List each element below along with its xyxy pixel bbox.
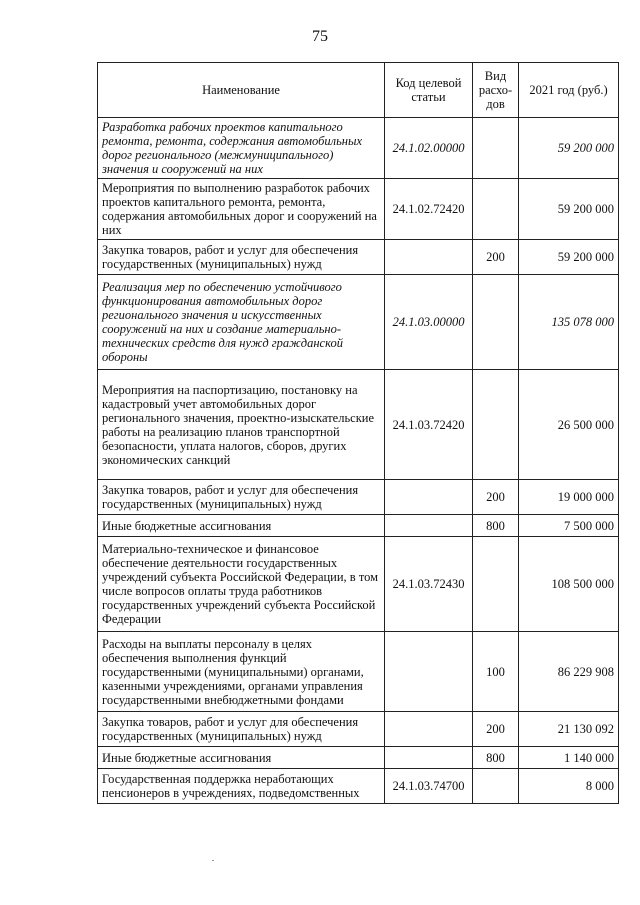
row-kind [473,370,519,480]
header-amount: 2021 год (руб.) [519,63,619,118]
page-number: 75 [312,28,328,45]
row-amount: 108 500 000 [519,537,619,632]
table-row [98,747,619,769]
row-code: 24.1.02.72420 [385,179,473,240]
row-kind: 100 [473,632,519,712]
row-kind [473,118,519,179]
row-kind [473,275,519,370]
row-name: Расходы на выплаты персоналу в целях обеспечения выполнения функций государственными (муниципальными) органами, казенными учреждениями, органами управления государственными внебюджетными фондами [98,632,385,712]
row-code [385,240,473,275]
row-code [385,712,473,747]
row-code: 24.1.03.74700 [385,769,473,804]
row-amount: 19 000 000 [519,480,619,515]
row-amount: 8 000 [519,769,619,804]
row-kind: 200 [473,480,519,515]
row-name: Разработка рабочих проектов капитального ремонта, ремонта, содержания автомобильных дорог регионального (межмуниципального) значения и сооружений на них [98,118,385,179]
row-name: Закупка товаров, работ и услуг для обеспечения государственных (муниципальных) нужд [98,712,385,747]
table-row [98,632,619,712]
table-row [98,515,619,537]
budget-table [97,62,619,804]
row-kind: 800 [473,747,519,769]
row-name: Материально-техническое и финансовое обеспечение деятельности государственных учреждений субъекта Российской Федерации, в том числе вопросов оплаты труда работников государственных учреждений субъекта Российской Федерации [98,537,385,632]
row-name: Государственная поддержка неработающих пенсионеров в учреждениях, подведомственных [98,769,385,804]
table-row [98,275,619,370]
row-name: Мероприятия на паспортизацию, постановку на кадастровый учет автомобильных дорог регионального значения, проектно-изыскательские работы на реализацию планов транспортной безопасности, уплата налогов, сборов, других экономических санкций [98,370,385,480]
row-name: Иные бюджетные ассигнования [98,747,385,769]
row-name: Закупка товаров, работ и услуг для обеспечения государственных (муниципальных) нужд [98,480,385,515]
row-kind [473,537,519,632]
row-code: 24.1.03.72420 [385,370,473,480]
row-kind: 200 [473,240,519,275]
table-row [98,240,619,275]
row-amount: 26 500 000 [519,370,619,480]
row-code [385,515,473,537]
row-amount: 1 140 000 [519,747,619,769]
table-header-row [98,63,619,118]
row-amount: 59 200 000 [519,118,619,179]
row-name: Иные бюджетные ассигнования [98,515,385,537]
row-code: 24.1.02.00000 [385,118,473,179]
row-kind: 200 [473,712,519,747]
header-code: Код целевой статьи [385,63,473,118]
row-amount: 86 229 908 [519,632,619,712]
header-name: Наименование [98,63,385,118]
table-row [98,179,619,240]
row-code [385,747,473,769]
header-kind: Вид расхо-дов [473,63,519,118]
row-kind [473,179,519,240]
row-amount: 59 200 000 [519,240,619,275]
scan-speck [212,860,214,861]
row-kind [473,769,519,804]
table-row [98,118,619,179]
row-name: Закупка товаров, работ и услуг для обеспечения государственных (муниципальных) нужд [98,240,385,275]
table-row [98,537,619,632]
row-code: 24.1.03.72430 [385,537,473,632]
table-row [98,712,619,747]
row-amount: 21 130 092 [519,712,619,747]
row-code [385,632,473,712]
table-row [98,769,619,804]
row-code: 24.1.03.00000 [385,275,473,370]
row-code [385,480,473,515]
table-row [98,480,619,515]
row-kind: 800 [473,515,519,537]
row-amount: 59 200 000 [519,179,619,240]
row-name: Реализация мер по обеспечению устойчивого функционирования автомобильных дорог регионального значения и искусственных сооружений на них и создание материально-технических средств для нужд гражданской обороны [98,275,385,370]
table-row [98,370,619,480]
row-name: Мероприятия по выполнению разработок рабочих проектов капитального ремонта, ремонта, содержания автомобильных дорог и сооружений на них [98,179,385,240]
row-amount: 135 078 000 [519,275,619,370]
row-amount: 7 500 000 [519,515,619,537]
